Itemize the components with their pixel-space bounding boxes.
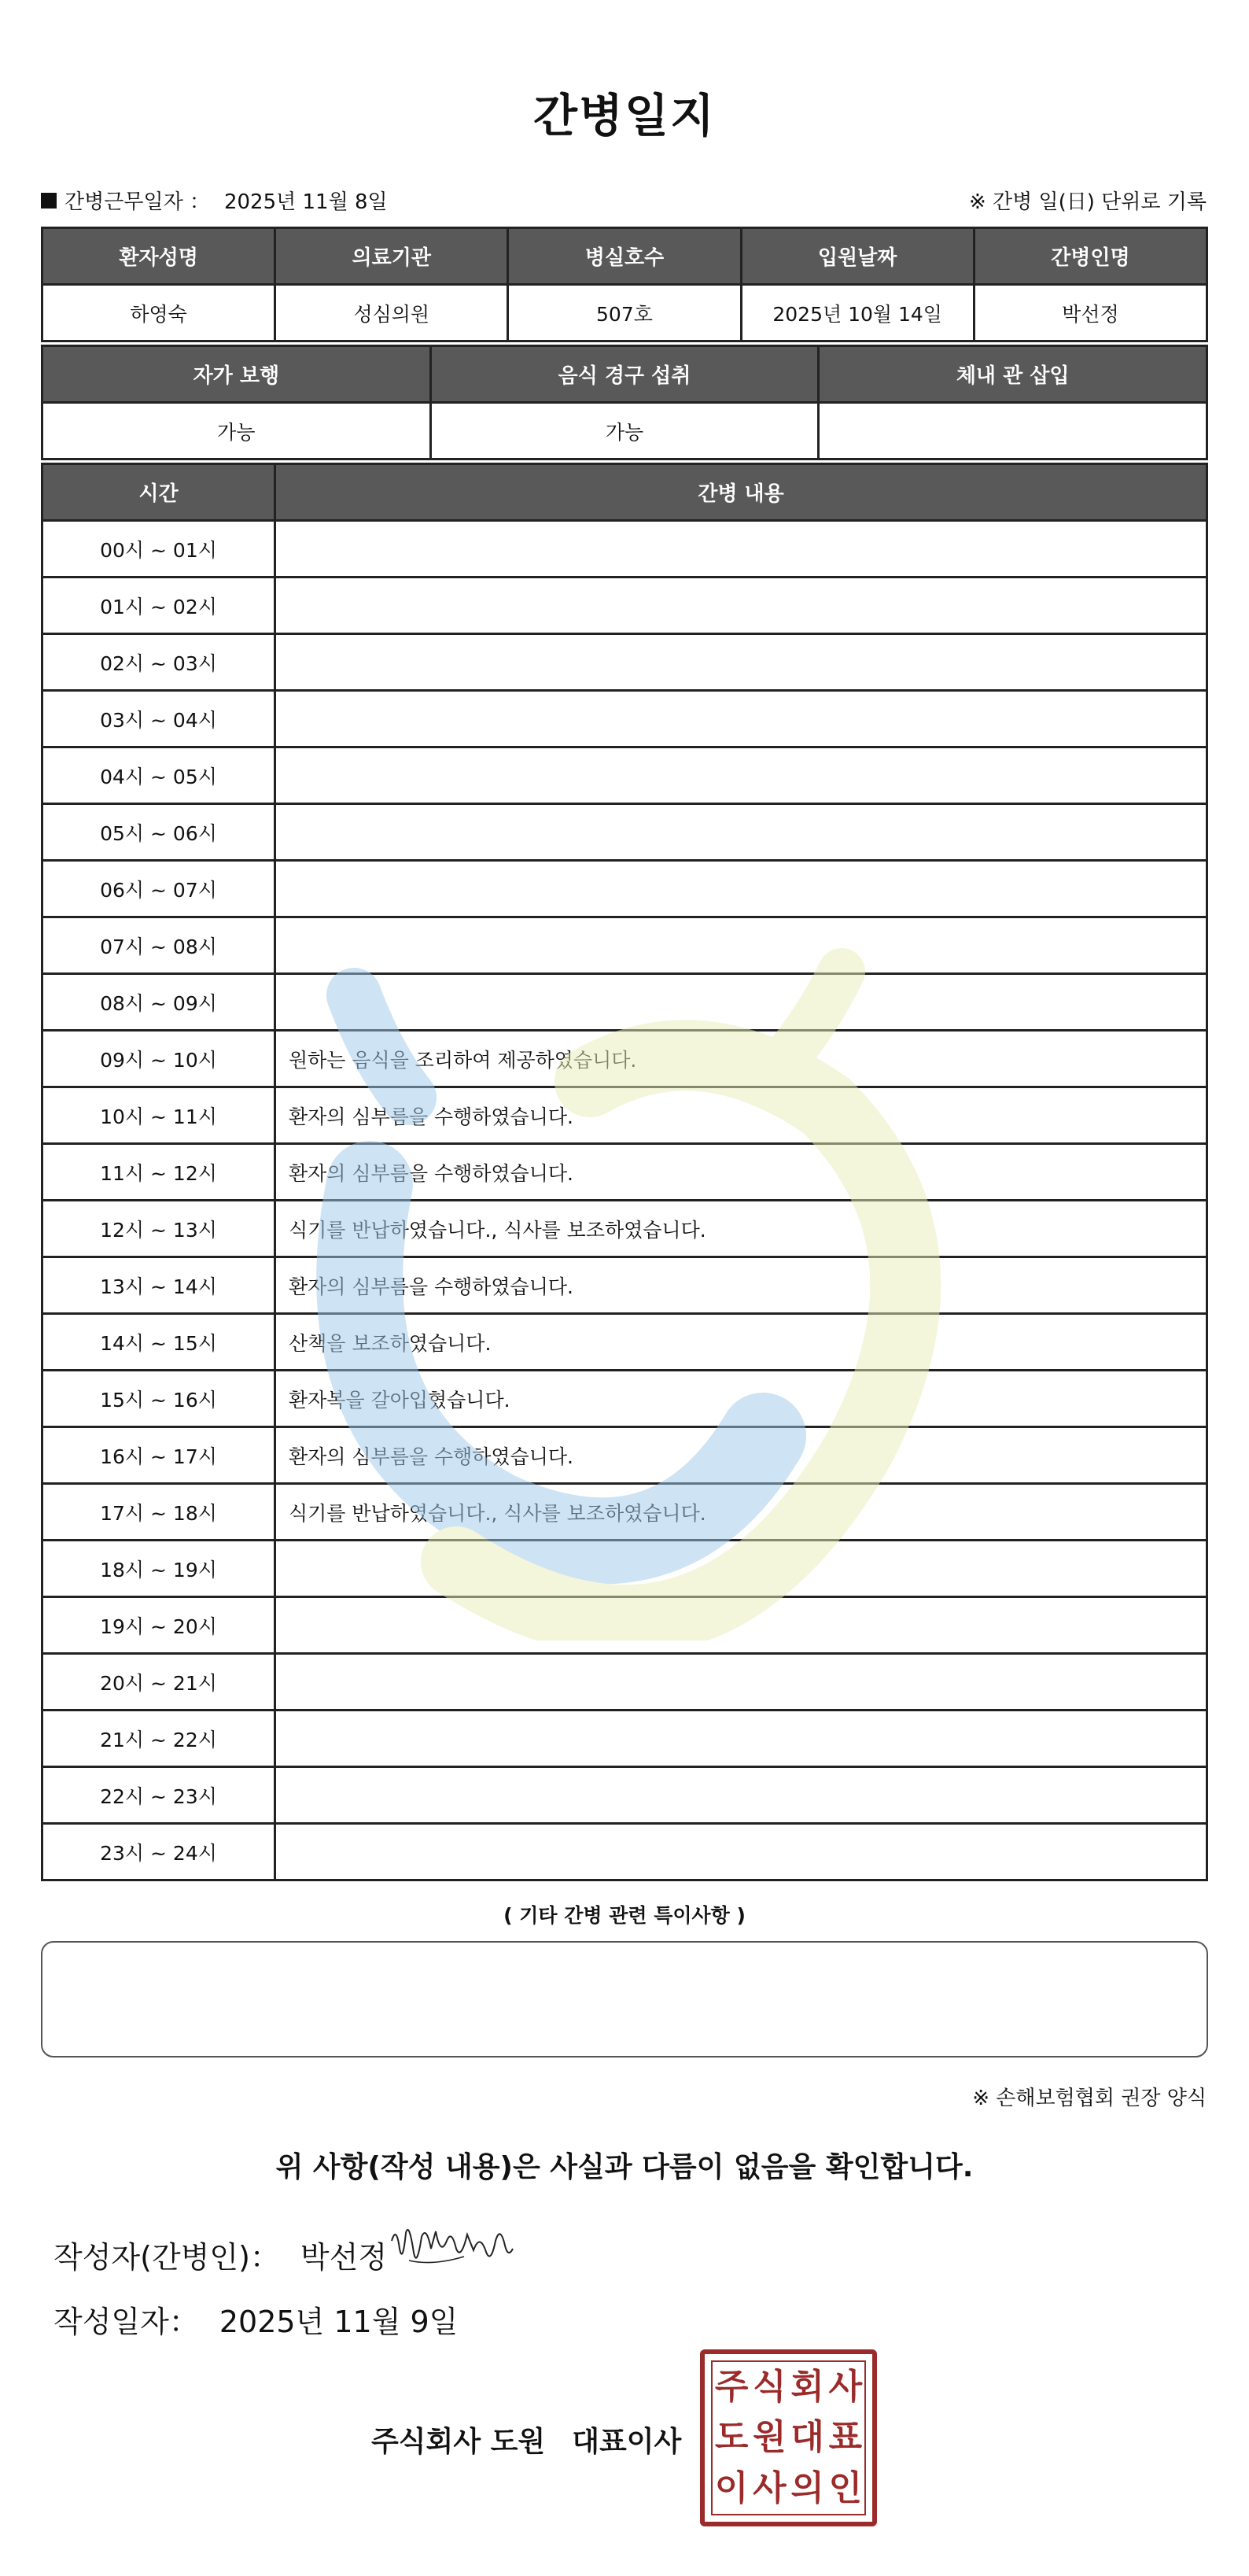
writer-name: 박선정 <box>300 2240 388 2275</box>
tube-insertion-value <box>819 403 1207 459</box>
care-content <box>275 974 1207 1031</box>
work-date-row <box>41 186 388 215</box>
seal-glyph: 원 <box>753 2417 787 2458</box>
header-self-walking: 자가 보행 <box>42 346 431 403</box>
care-content <box>275 521 1207 578</box>
time-slot: 19시 ~ 20시 <box>42 1597 275 1654</box>
table-row <box>42 1144 1207 1201</box>
care-log-table <box>41 463 1208 1881</box>
document-title: 간병일지 <box>532 89 717 142</box>
care-content <box>275 1711 1207 1767</box>
table-row <box>42 634 1207 691</box>
time-slot: 22시 ~ 23시 <box>42 1767 275 1824</box>
table-row <box>42 521 1207 578</box>
seal-glyph: 사 <box>753 2467 787 2508</box>
seal-glyph: 도 <box>714 2417 749 2458</box>
caregiver-name: 박선정 <box>974 285 1207 341</box>
writer-label: 작성자(간병인)： <box>53 2240 280 2275</box>
care-content: 환자의 심부름을 수행하였습니다. <box>275 1087 1207 1144</box>
time-slot: 12시 ~ 13시 <box>42 1201 275 1257</box>
care-content: 원하는 음식을 조리하여 제공하였습니다. <box>275 1031 1207 1087</box>
company-name: 주식회사 도원 <box>371 2426 546 2458</box>
care-content: 식기를 반납하였습니다., 식사를 보조하였습니다. <box>275 1201 1207 1257</box>
care-content <box>275 1767 1207 1824</box>
self-walking-value: 가능 <box>42 403 431 459</box>
header-room: 병실호수 <box>508 228 741 285</box>
time-slot: 20시 ~ 21시 <box>42 1654 275 1711</box>
seal-glyph: 주 <box>714 2367 749 2408</box>
table-row <box>42 804 1207 861</box>
table-row <box>42 1711 1207 1767</box>
patient-info-table <box>41 227 1208 342</box>
care-content <box>275 1541 1207 1597</box>
table-row <box>42 747 1207 804</box>
work-date-value: 2025년 11월 8일 <box>223 190 388 214</box>
table-row <box>42 917 1207 974</box>
care-content: 산책을 보조하였습니다. <box>275 1314 1207 1371</box>
seal-glyph: 표 <box>828 2417 863 2458</box>
time-slot: 21시 ~ 22시 <box>42 1711 275 1767</box>
insurer-note: ※ 손해보험협회 권장 양식 <box>972 2087 1207 2110</box>
room-number: 507호 <box>508 285 741 341</box>
time-slot: 11시 ~ 12시 <box>42 1144 275 1201</box>
header-patient-name: 환자성명 <box>42 228 275 285</box>
handwritten-signature <box>385 2217 519 2280</box>
seal-glyph: 회 <box>790 2367 824 2408</box>
care-content: 환자의 심부름을 수행하였습니다. <box>275 1257 1207 1314</box>
care-content: 환자의 심부름을 수행하였습니다. <box>275 1144 1207 1201</box>
time-slot: 18시 ~ 19시 <box>42 1541 275 1597</box>
time-slot: 00시 ~ 01시 <box>42 521 275 578</box>
time-slot: 10시 ~ 11시 <box>42 1087 275 1144</box>
table-row <box>42 1201 1207 1257</box>
table-row <box>42 974 1207 1031</box>
table-row <box>42 578 1207 634</box>
header-care-content: 간병 내용 <box>275 464 1207 521</box>
time-slot: 16시 ~ 17시 <box>42 1427 275 1484</box>
care-content <box>275 747 1207 804</box>
oral-intake-value: 가능 <box>430 403 819 459</box>
written-date-row <box>53 2297 458 2341</box>
table-row <box>42 1031 1207 1087</box>
time-slot: 03시 ~ 04시 <box>42 691 275 747</box>
notes-box <box>41 1941 1208 2057</box>
hospital-name: 성심의원 <box>275 285 508 341</box>
header-caregiver-name: 간병인명 <box>974 228 1207 285</box>
table-row <box>42 1597 1207 1654</box>
work-date-label: 간병근무일자 ： <box>64 190 210 214</box>
care-content <box>275 1824 1207 1880</box>
table-row <box>42 1427 1207 1484</box>
care-content <box>275 578 1207 634</box>
time-slot: 23시 ~ 24시 <box>42 1824 275 1880</box>
time-slot: 14시 ~ 15시 <box>42 1314 275 1371</box>
care-content <box>275 1597 1207 1654</box>
care-content: 환자복을 갈아입혔습니다. <box>275 1371 1207 1427</box>
time-slot: 07시 ~ 08시 <box>42 917 275 974</box>
table-row <box>42 1087 1207 1144</box>
header-time: 시간 <box>42 464 275 521</box>
table-row <box>42 691 1207 747</box>
square-bullet-icon <box>41 193 57 209</box>
care-content <box>275 861 1207 917</box>
table-row <box>42 1257 1207 1314</box>
table-row <box>42 1484 1207 1541</box>
patient-status-table <box>41 345 1208 460</box>
table-row <box>42 1371 1207 1427</box>
time-slot: 08시 ~ 09시 <box>42 974 275 1031</box>
care-content: 환자의 심부름을 수행하였습니다. <box>275 1427 1207 1484</box>
header-oral-intake: 음식 경구 섭취 <box>430 346 819 403</box>
header-admission-date: 입원날짜 <box>741 228 974 285</box>
time-slot: 13시 ~ 14시 <box>42 1257 275 1314</box>
written-date-label: 작성일자： <box>53 2305 199 2339</box>
table-row <box>42 1767 1207 1824</box>
time-slot: 02시 ~ 03시 <box>42 634 275 691</box>
admission-date: 2025년 10월 14일 <box>741 285 974 341</box>
care-content <box>275 917 1207 974</box>
time-slot: 06시 ~ 07시 <box>42 861 275 917</box>
seal-glyph: 식 <box>753 2367 787 2408</box>
care-content <box>275 804 1207 861</box>
care-content <box>275 691 1207 747</box>
time-slot: 09시 ~ 10시 <box>42 1031 275 1087</box>
time-slot: 15시 ~ 16시 <box>42 1371 275 1427</box>
seal-glyph: 이 <box>714 2467 749 2508</box>
company-title: 대표이사 <box>572 2426 682 2458</box>
seal-glyph: 대 <box>790 2417 824 2458</box>
table-row <box>42 861 1207 917</box>
table-row <box>42 1654 1207 1711</box>
time-slot: 17시 ~ 18시 <box>42 1484 275 1541</box>
time-slot: 05시 ~ 06시 <box>42 804 275 861</box>
seal-glyph: 사 <box>828 2367 863 2408</box>
patient-name: 하영숙 <box>42 285 275 341</box>
confirm-statement: 위 사항(작성 내용)은 사실과 다름이 없음을 확인합니다. <box>275 2151 974 2183</box>
time-slot: 04시 ~ 05시 <box>42 747 275 804</box>
table-row <box>42 1541 1207 1597</box>
table-row <box>42 1314 1207 1371</box>
header-hospital: 의료기관 <box>275 228 508 285</box>
care-content <box>275 634 1207 691</box>
record-note: ※ 간병 일(日) 단위로 기록 <box>968 190 1207 214</box>
company-seal-stamp <box>700 2349 877 2526</box>
company-signoff <box>371 2419 681 2460</box>
notes-label: ( 기타 간병 관련 특이사항 ) <box>503 1904 746 1927</box>
care-content: 식기를 반납하였습니다., 식사를 보조하였습니다. <box>275 1484 1207 1541</box>
table-row <box>42 1824 1207 1880</box>
written-date-value: 2025년 11월 9일 <box>219 2305 459 2339</box>
writer-row <box>53 2233 387 2276</box>
seal-glyph: 인 <box>828 2467 863 2508</box>
seal-glyph: 의 <box>790 2467 824 2508</box>
header-tube-insertion: 체내 관 삽입 <box>819 346 1207 403</box>
time-slot: 01시 ~ 02시 <box>42 578 275 634</box>
care-content <box>275 1654 1207 1711</box>
